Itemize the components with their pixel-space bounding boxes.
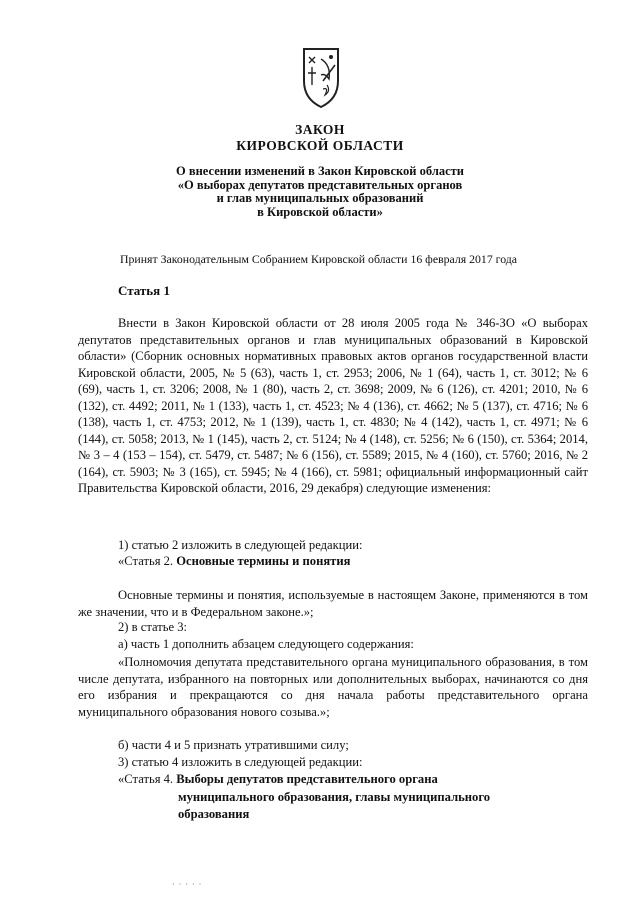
article-4-heading xyxy=(118,772,438,787)
law-title: ЗАКОН xyxy=(295,122,345,137)
item-2a: а) часть 1 дополнить абзацем следующего содержания: xyxy=(118,637,414,651)
article-2-prefix: «Статья 2. xyxy=(118,554,177,568)
item-2: 2) в статье 3: xyxy=(118,620,188,634)
law-region: КИРОВСКОЙ ОБЛАСТИ xyxy=(236,138,404,153)
item-2a-text: «Полномочия депутата представительного органа муниципального образования, в том числе депутата, избранного на повторных или дополнительных выборах, начинаются со дня его избрания и прекращаются со дня начала работы представительного органа муниципального образования нового созыва.»; xyxy=(78,655,588,719)
article-2-text: Основные термины и понятия, используемые в настоящем Законе, применяются в том же значении, что и в Федеральном законе.»; xyxy=(78,588,588,619)
subtitle-line: и глав муниципальных образований xyxy=(216,191,424,205)
article-4-title-cont: образования xyxy=(178,807,250,821)
scan-mark: · · · · · xyxy=(172,880,203,889)
article-2-heading xyxy=(118,554,350,569)
article-2-title: Основные термины и понятия xyxy=(176,554,351,568)
article-1-heading: Статья 1 xyxy=(118,283,170,298)
subtitle-line: в Кировской области» xyxy=(257,204,383,219)
adoption-note: Принят Законодательным Собранием Кировской области 16 февраля 2017 года xyxy=(120,252,518,266)
subtitle-line: «О выборах депутатов представительных органов xyxy=(177,177,463,192)
article-4-title-cont: муниципального образования, главы муниципального xyxy=(178,790,491,804)
article-4-title: Выборы депутатов представительного органа xyxy=(176,772,438,786)
law-subtitle xyxy=(150,165,490,219)
item-2b: б) части 4 и 5 признать утратившими силу; xyxy=(118,738,349,752)
subtitle-line: О внесении изменений в Закон Кировской области xyxy=(176,164,464,178)
article-4-prefix: «Статья 4. xyxy=(118,772,177,786)
coat-of-arms-icon xyxy=(301,45,341,109)
article-1-intro: Внести в Закон Кировской области от 28 июля 2005 года № 346-ЗО «О выборах депутатов представительных органов и глав муниципальных образований в Кировской области» (Сборник основных нормативных правовых актов органов государственной власти Кировской области, 2005, № 5 (63), часть 1, ст. 2953; 2006, № 1 (64), часть 1, ст. 3012; № 6 (69), часть 1, ст. 3206; 2008, № 1 (80), часть 2, ст. 3698; 2009, № 6 (126), ст. 4201; 2010, № 6 (132), ст. 4492; 2011, № 1 (133), часть 1, ст. 4523; № 4 (136), ст. 4662; № 5 (137), ст. 4716; № 6 (138), часть 1, ст. 4753; 2012, № 1 (139), часть 1, ст. 4830; № 4 (142), часть 1, ст. 4971; № 6 (144), ст. 5058; 2013, № 1 (145), часть 2, ст. 5124; № 4 (148), ст. 5256; № 6 (150), ст. 5364; 2014, № 3 – 4 (153 – 154), ст. 5479, ст. 5487; № 6 (156), ст. 5589; 2015, № 4 (160), ст. 5760; 2016, № 2 (164), ст. 5903; № 3 (165), ст. 5945; № 4 (166), ст. 5981; официальный информационный сайт Правительства Кировской области, 2016, 29 декабря) следующие изменения: xyxy=(78,316,588,495)
item-3: 3) статью 4 изложить в следующей редакции: xyxy=(118,755,363,769)
item-1: 1) статью 2 изложить в следующей редакции: xyxy=(118,538,363,552)
